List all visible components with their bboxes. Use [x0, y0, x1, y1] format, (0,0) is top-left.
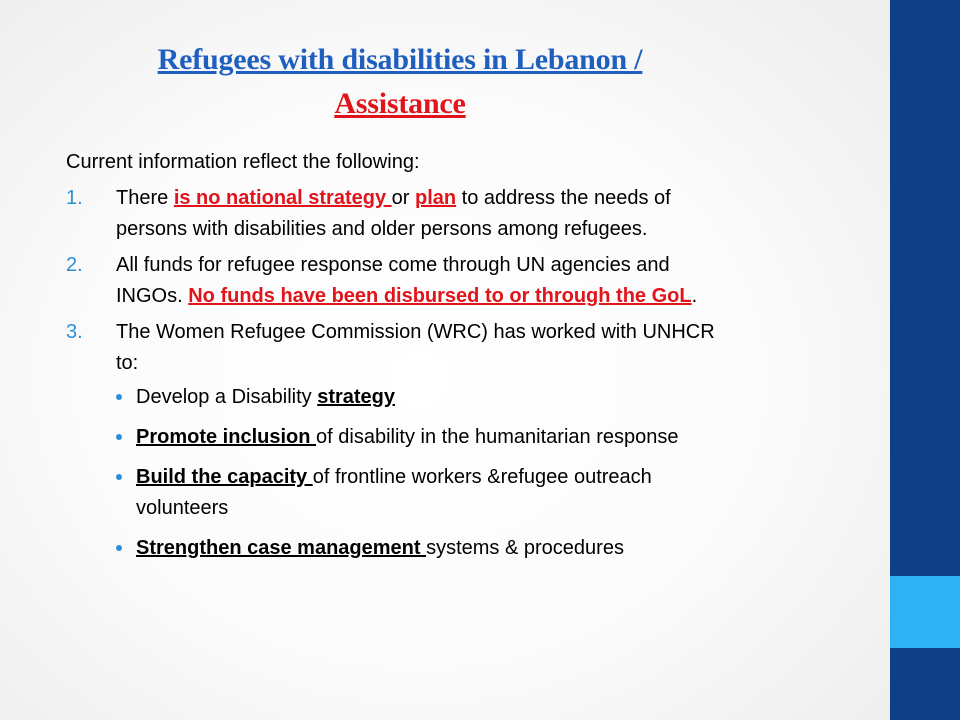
- title-line-1: Refugees with disabilities in Lebanon /: [157, 43, 643, 76]
- list-number: 3.: [66, 321, 83, 343]
- item-2-highlight-funds: No funds have been disbursed to or through the GoL: [188, 285, 692, 307]
- bullet-bold: Promote inclusion: [136, 426, 317, 448]
- bullet-item-inclusion: [116, 422, 726, 453]
- item-1-highlight-strategy: is no national strategy: [173, 187, 392, 209]
- bullet-dot-icon: [116, 545, 122, 551]
- bullet-text: systems & procedures: [426, 537, 624, 559]
- bullet-list: [116, 382, 726, 564]
- bullet-dot-icon: [116, 434, 122, 440]
- list-number: 2.: [66, 254, 83, 276]
- item-1-text-b: or: [391, 187, 415, 209]
- bullet-dot-icon: [116, 474, 122, 480]
- bullet-item-case-management: [116, 533, 726, 564]
- list-item-2: [66, 250, 726, 312]
- bullet-bold: Build the capacity: [136, 466, 313, 488]
- list-item-1: [66, 183, 726, 245]
- item-1-highlight-plan: plan: [414, 187, 457, 209]
- item-1-text-c: to address the needs of persons with disabilities and older persons among refugees.: [116, 187, 671, 240]
- side-bar-accent-decoration: [890, 576, 960, 648]
- list-number: 1.: [66, 187, 83, 209]
- bullet-text: Develop a Disability: [136, 386, 318, 408]
- bullet-text: of frontline workers &refugee outreach volunteers: [136, 466, 652, 519]
- numbered-list: [66, 183, 726, 564]
- item-2-text-a: All funds for refugee response come through UN agencies and INGOs.: [116, 254, 670, 307]
- title-line-2: Assistance: [334, 87, 466, 120]
- slide-body: [66, 147, 726, 573]
- item-3-text: The Women Refugee Commission (WRC) has worked with UNHCR to:: [116, 321, 715, 374]
- bullet-bold: strategy: [317, 386, 396, 408]
- bullet-item-capacity: [116, 462, 726, 524]
- bullet-dot-icon: [116, 394, 122, 400]
- bullet-bold: Strengthen case management: [136, 537, 427, 559]
- item-1-text-a: There: [116, 187, 174, 209]
- intro-text: Current information reflect the following:: [66, 151, 420, 173]
- bullet-item-strategy: [116, 382, 726, 413]
- slide-title: [40, 38, 760, 126]
- list-item-3: [66, 317, 726, 564]
- bullet-text: of disability in the humanitarian response: [316, 426, 679, 448]
- item-2-text-b: .: [691, 285, 698, 307]
